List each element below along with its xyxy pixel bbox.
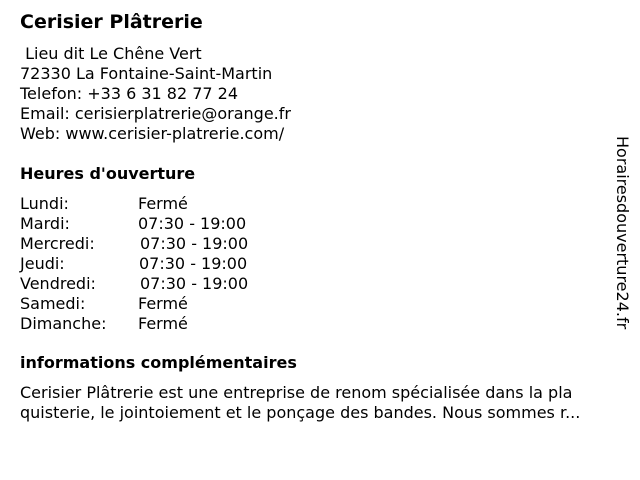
contact-block [20, 44, 291, 144]
day-label: Mardi: [20, 214, 70, 233]
day-hours: Fermé [138, 314, 188, 333]
additional-info-heading: informations complémentaires [20, 353, 297, 372]
day-label: Dimanche: [20, 314, 107, 333]
day-label: Vendredi: [20, 274, 96, 293]
address-line-2: 72330 La Fontaine-Saint-Martin [20, 64, 273, 83]
info-line-1: Cerisier Plâtrerie est une entreprise de renom spécialisée dans la pla [20, 383, 573, 402]
day-hours: 07:30 - 19:00 [140, 234, 249, 253]
day-hours: 07:30 - 19:00 [138, 214, 247, 233]
site-watermark: Horairesdouverture24.fr [613, 136, 632, 330]
phone-line: Telefon: +33 6 31 82 77 24 [20, 84, 239, 103]
day-label: Lundi: [20, 194, 69, 213]
day-label: Mercredi: [20, 234, 95, 253]
day-hours: 07:30 - 19:00 [140, 274, 249, 293]
website-line: Web: www.cerisier-platrerie.com/ [20, 124, 285, 143]
day-hours: Fermé [138, 294, 188, 313]
watermark-container [612, 136, 632, 346]
day-label: Jeudi: [20, 254, 65, 273]
opening-hours-heading: Heures d'ouverture [20, 164, 196, 183]
day-hours: 07:30 - 19:00 [139, 254, 248, 273]
business-name: Cerisier Plâtrerie [20, 11, 203, 33]
email-line: Email: cerisierplatrerie@orange.fr [20, 104, 291, 123]
day-label: Samedi: [20, 294, 86, 313]
day-hours: Fermé [138, 194, 188, 213]
address-line-1: Lieu dit Le Chêne Vert [20, 44, 202, 63]
info-line-2: quisterie, le jointoiement et le ponçage des bandes. Nous sommes r... [20, 403, 581, 422]
additional-info-text [20, 383, 632, 423]
